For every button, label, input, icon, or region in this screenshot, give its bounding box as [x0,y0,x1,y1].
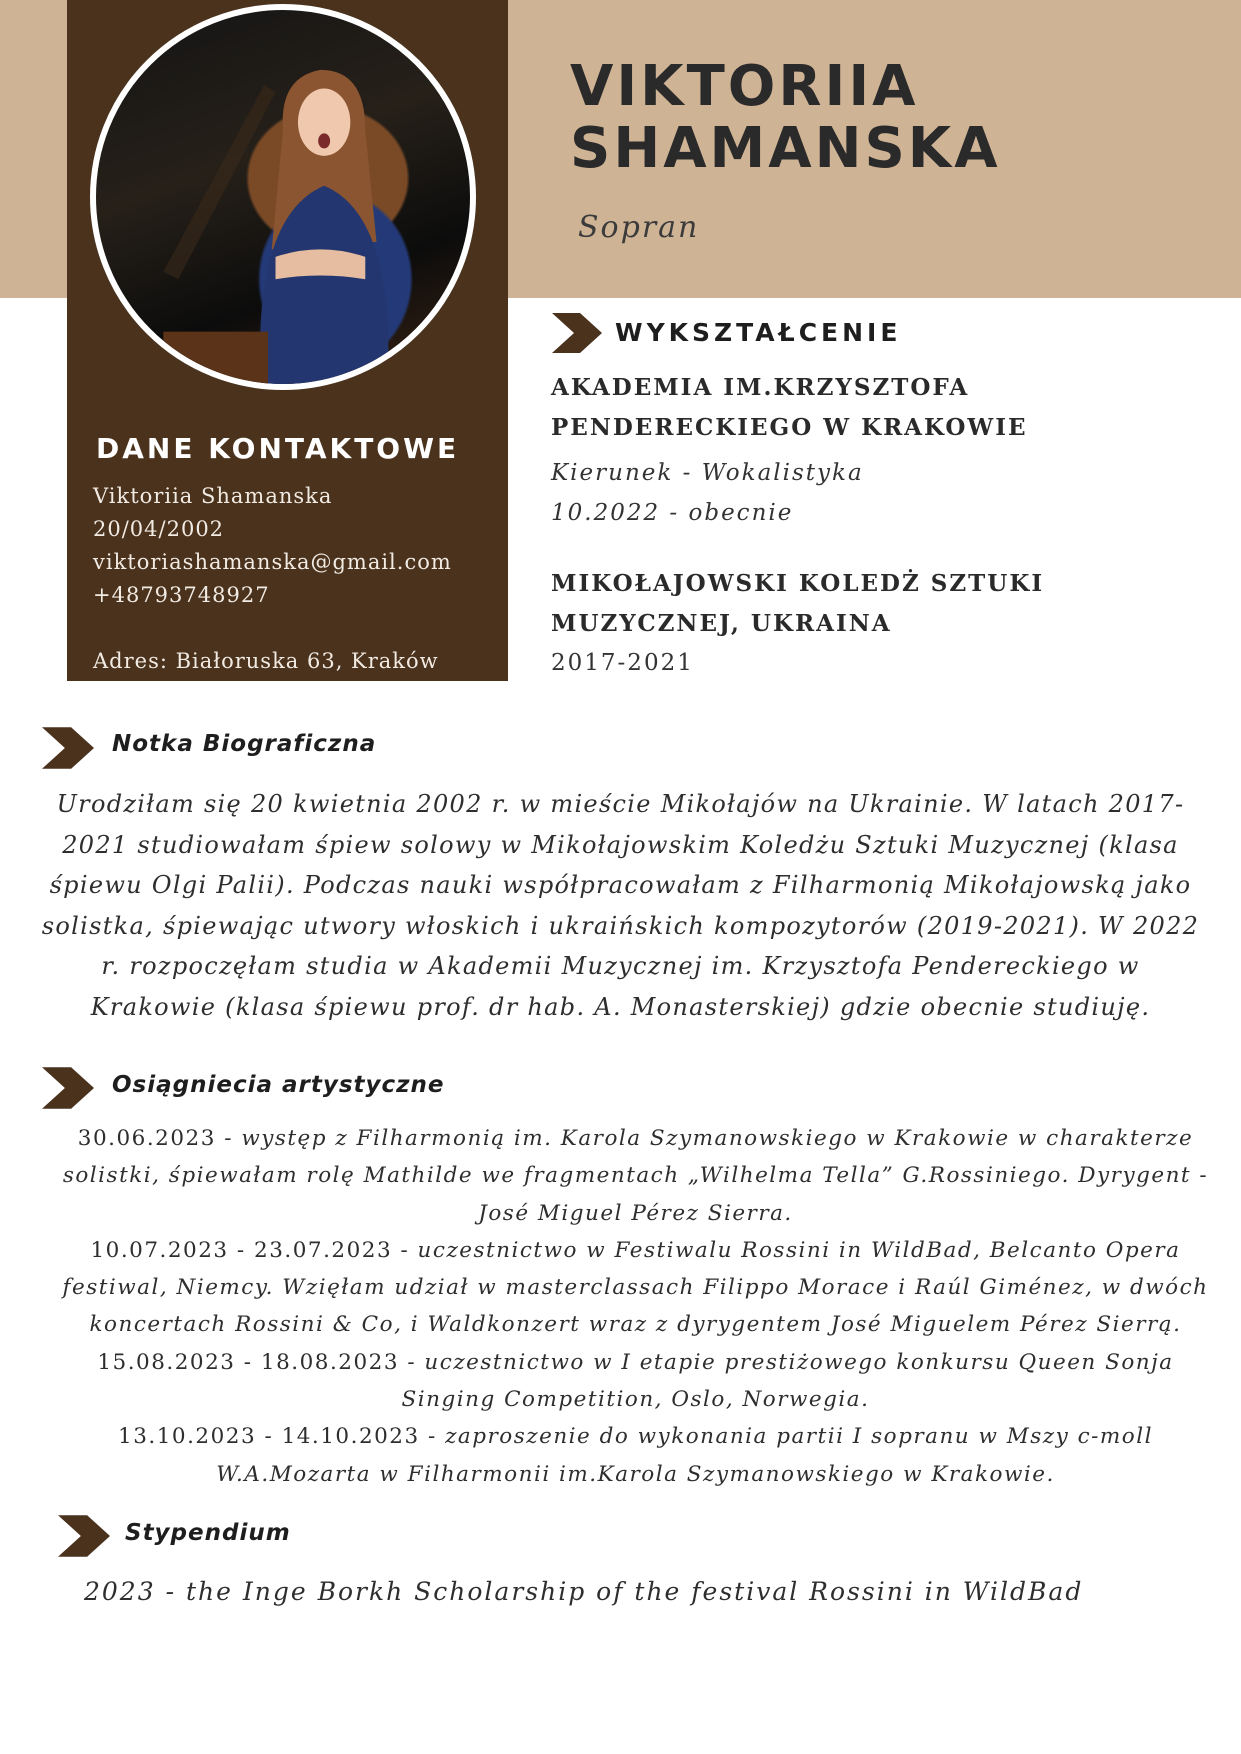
school-field: Kierunek - Wokalistyka [551,460,864,486]
chevron-icon [58,1515,110,1557]
name-line-1: VIKTORIIA [570,54,919,119]
achievement-text: - zaproszenie do wykonania partii I sopranu w Mszy c-moll W.A.Mozarta w Filharmonii im.Karola Szymanowskiego w Krakowie. [216,1424,1153,1487]
contact-birth-date: 20/04/2002 [93,517,225,541]
school-name [551,368,1028,448]
chevron-icon [552,313,602,353]
chevron-icon [42,727,94,769]
contact-address: Adres: Białoruska 63, Kraków [93,649,439,673]
name-line-2: SHAMANSKA [570,116,1001,181]
profile-photo [90,4,476,390]
achievement-text: - uczestnictwo w Festiwalu Rossini in WildBad, Belcanto Opera festiwal, Niemcy. Wzięłam udział w masterclassach Filippo Morace i Raúl Giménez, w dwóch koncertach Rossini & Co, i Waldkonzert wraz z dyrygentem José Miguelem Pérez Sierrą. [62,1237,1209,1338]
achievement-date: 30.06.2023 [77,1126,216,1151]
achievements-list [60,1120,1211,1493]
bio-title: Notka Biograficzna [112,731,377,757]
achievement-item [60,1120,1211,1232]
voice-type: Sopran [578,210,700,245]
achievement-item [60,1232,1211,1344]
achievement-date: 13.10.2023 - 14.10.2023 [118,1424,420,1450]
contact-name: Viktoriia Shamanska [93,484,333,508]
school-name-line-1: MIKOŁAJOWSKI KOLEDŻ SZTUKI [551,570,1045,597]
contact-email: viktoriashamanska@gmail.com [93,550,452,574]
contact-phone: +48793748927 [93,583,270,607]
chevron-icon [42,1067,94,1109]
education-title: WYKSZTAŁCENIE [615,318,902,347]
achievements-title: Osiągniecia artystyczne [112,1072,445,1098]
school-dates: 10.2022 - obecnie [551,500,794,526]
person-name [570,56,1001,180]
school-name-line-2: MUZYCZNEJ, UKRAINA [551,610,892,637]
achievement-date: 15.08.2023 - 18.08.2023 [97,1349,399,1375]
bio-text: Urodziłam się 20 kwietnia 2002 r. w mieście Mikołajów na Ukrainie. W latach 2017-2021 studiowałam śpiew solowy w Mikołajowskim Koledżu Sztuki Muzycznej (klasa śpiewu Olgi Palii). Podczas nauki współpracowałam z Filharmonią Mikołajowską jako solistka, śpiewając utwory włoskich i ukraińskich kompozytorów (2019-2021). W 2022 r. rozpoczęłam studia w Akademii Muzycznej im. Krzysztofa Pendereckiego w Krakowie (klasa śpiewu prof. dr hab. A. Monasterskiej) gdzie obecnie studiuję. [41,790,1200,1021]
school-name [551,564,1044,644]
achievement-item [60,1418,1211,1493]
achievement-text: - uczestnictwo w I etapie prestiżowego konkursu Queen Sonja Singing Competition, Oslo, Norwegia. [399,1349,1174,1413]
school-dates: 2017-2021 [551,650,694,676]
achievement-item [60,1344,1211,1419]
achievement-text: - występ z Filharmonią im. Karola Szymanowskiego w Krakowie w charakterze solistki, śpiewałam rolę Mathilde we fragmentach „Wilhelma Tella” G.Rossiniego. Dyrygent - José Miguel Pérez Sierra. [62,1126,1209,1226]
scholarship-text: 2023 - the Inge Borkh Scholarship of the festival Rossini in WildBad [84,1577,1084,1606]
school-name-line-1: AKADEMIA IM.KRZYSZTOFA [551,374,970,401]
scholarship-title: Stypendium [125,1520,291,1546]
school-name-line-2: PENDERECKIEGO W KRAKOWIE [551,414,1028,441]
achievement-date: 10.07.2023 - 23.07.2023 [90,1237,393,1263]
contact-title: DANE KONTAKTOWE [96,432,460,465]
